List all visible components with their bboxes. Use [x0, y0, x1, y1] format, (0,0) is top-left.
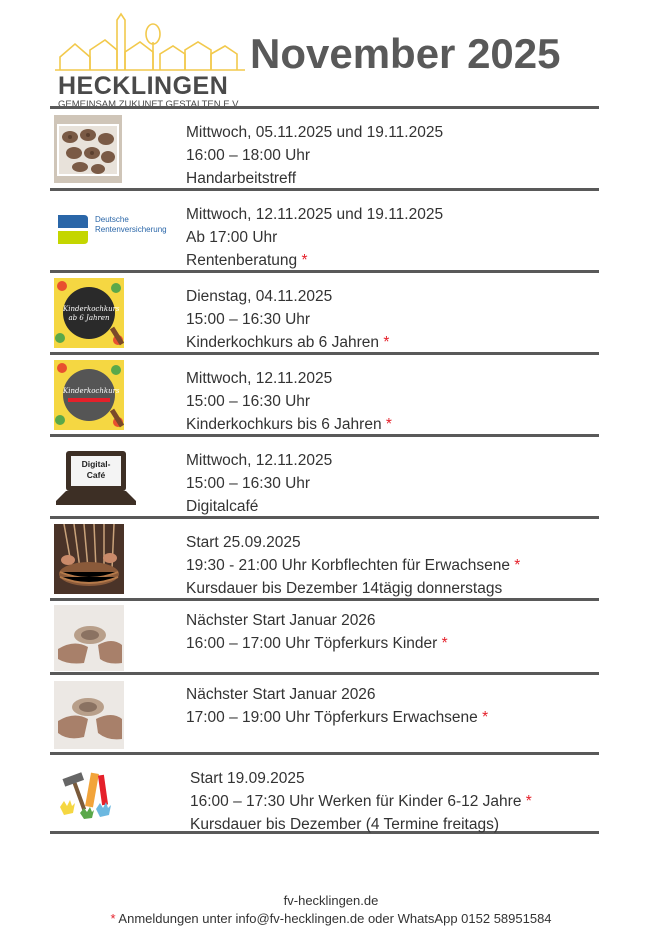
- event-text: [190, 767, 532, 836]
- event-title: Rentenberatung *: [186, 252, 308, 269]
- event-title: Kinderkochkurs ab 6 Jahren *: [186, 334, 390, 351]
- event-time: 15:00 – 16:30 Uhr: [186, 393, 311, 410]
- event-row: [50, 188, 599, 270]
- footer-website: fv-hecklingen.de: [283, 893, 379, 908]
- event-date: Mittwoch, 12.11.2025: [186, 370, 333, 387]
- event-time: 17:00 – 19:00 Uhr Töpferkurs Erwachsene *: [186, 709, 489, 726]
- badge-text: Digital- Café: [81, 459, 111, 480]
- badge-text: Kinderkochkurs ab 6 Jahren: [63, 305, 120, 322]
- event-time: 16:00 – 17:30 Uhr Werken für Kinder 6-12 Jahre *: [190, 793, 532, 810]
- event-text: [186, 367, 392, 436]
- event-text: [186, 121, 443, 190]
- org-tagline: GEMEINSAM ZUKUNFT GESTALTEN E.V.: [58, 99, 241, 110]
- registration-star: *: [514, 557, 521, 574]
- registration-star: *: [110, 911, 116, 926]
- event-list: [50, 106, 599, 834]
- event-time: 16:00 – 17:00 Uhr Töpferkurs Kinder *: [186, 635, 448, 652]
- org-name: HECKLINGEN: [58, 72, 229, 100]
- crochet-photo-icon: [54, 115, 122, 183]
- event-date: Start 25.09.2025: [186, 534, 301, 551]
- event-time: 16:00 – 18:00 Uhr: [186, 147, 311, 164]
- event-time: Ab 17:00 Uhr: [186, 229, 278, 246]
- registration-star: *: [383, 334, 390, 351]
- event-date: Start 19.09.2025: [190, 770, 305, 787]
- event-time: 19:30 - 21:00 Uhr Korbflechten für Erwachsene *: [186, 557, 521, 574]
- registration-star: *: [525, 793, 532, 810]
- event-row: [50, 106, 599, 188]
- drv-logo-text: Deutsche Rentenversicherung: [95, 215, 167, 234]
- event-row: [50, 352, 599, 434]
- event-text: [186, 285, 389, 354]
- pottery-photo-icon: [54, 605, 124, 671]
- event-row: [50, 672, 599, 752]
- badge-text: Kinderkochkurs: [63, 387, 120, 395]
- event-date: Mittwoch, 12.11.2025 und 19.11.2025: [186, 206, 444, 223]
- event-date: Nächster Start Januar 2026: [186, 686, 376, 703]
- basket-weaving-photo-icon: [54, 524, 124, 594]
- event-note: Kursdauer bis Dezember (4 Termine freitags): [190, 816, 499, 833]
- registration-star: *: [385, 416, 392, 433]
- footer-registration-note: * Anmeldungen unter info@fv-hecklingen.de oder WhatsApp 0152 58951584: [110, 911, 552, 926]
- registration-star: *: [301, 252, 308, 269]
- event-row: [50, 434, 599, 516]
- pottery-photo-icon: [54, 681, 124, 749]
- event-title: Handarbeitstreff: [186, 170, 296, 187]
- org-logo: [55, 12, 245, 110]
- event-text: [186, 609, 448, 655]
- event-date: Nächster Start Januar 2026: [186, 612, 376, 629]
- event-time: 15:00 – 16:30 Uhr: [186, 311, 311, 328]
- event-note: Kursdauer bis Dezember 14tägig donnerstags: [186, 580, 503, 597]
- event-text: [186, 203, 443, 272]
- skyline-logo-icon: [55, 12, 245, 74]
- event-row: [50, 752, 599, 834]
- event-date: Dienstag, 04.11.2025: [186, 288, 333, 305]
- event-text: [186, 683, 488, 729]
- registration-star: *: [482, 709, 489, 726]
- event-title: Kinderkochkurs bis 6 Jahren *: [186, 416, 392, 433]
- event-text: [186, 531, 520, 600]
- event-text: [186, 449, 332, 518]
- event-row: [50, 598, 599, 672]
- event-row: [50, 516, 599, 598]
- event-date: Mittwoch, 12.11.2025: [186, 452, 333, 469]
- event-row: [50, 270, 599, 352]
- page-title: November 2025: [250, 30, 561, 77]
- event-date: Mittwoch, 05.11.2025 und 19.11.2025: [186, 124, 444, 141]
- event-title: Digitalcafé: [186, 498, 259, 515]
- tools-handprints-icon: [58, 767, 114, 823]
- registration-star: *: [441, 635, 448, 652]
- event-time: 15:00 – 16:30 Uhr: [186, 475, 311, 492]
